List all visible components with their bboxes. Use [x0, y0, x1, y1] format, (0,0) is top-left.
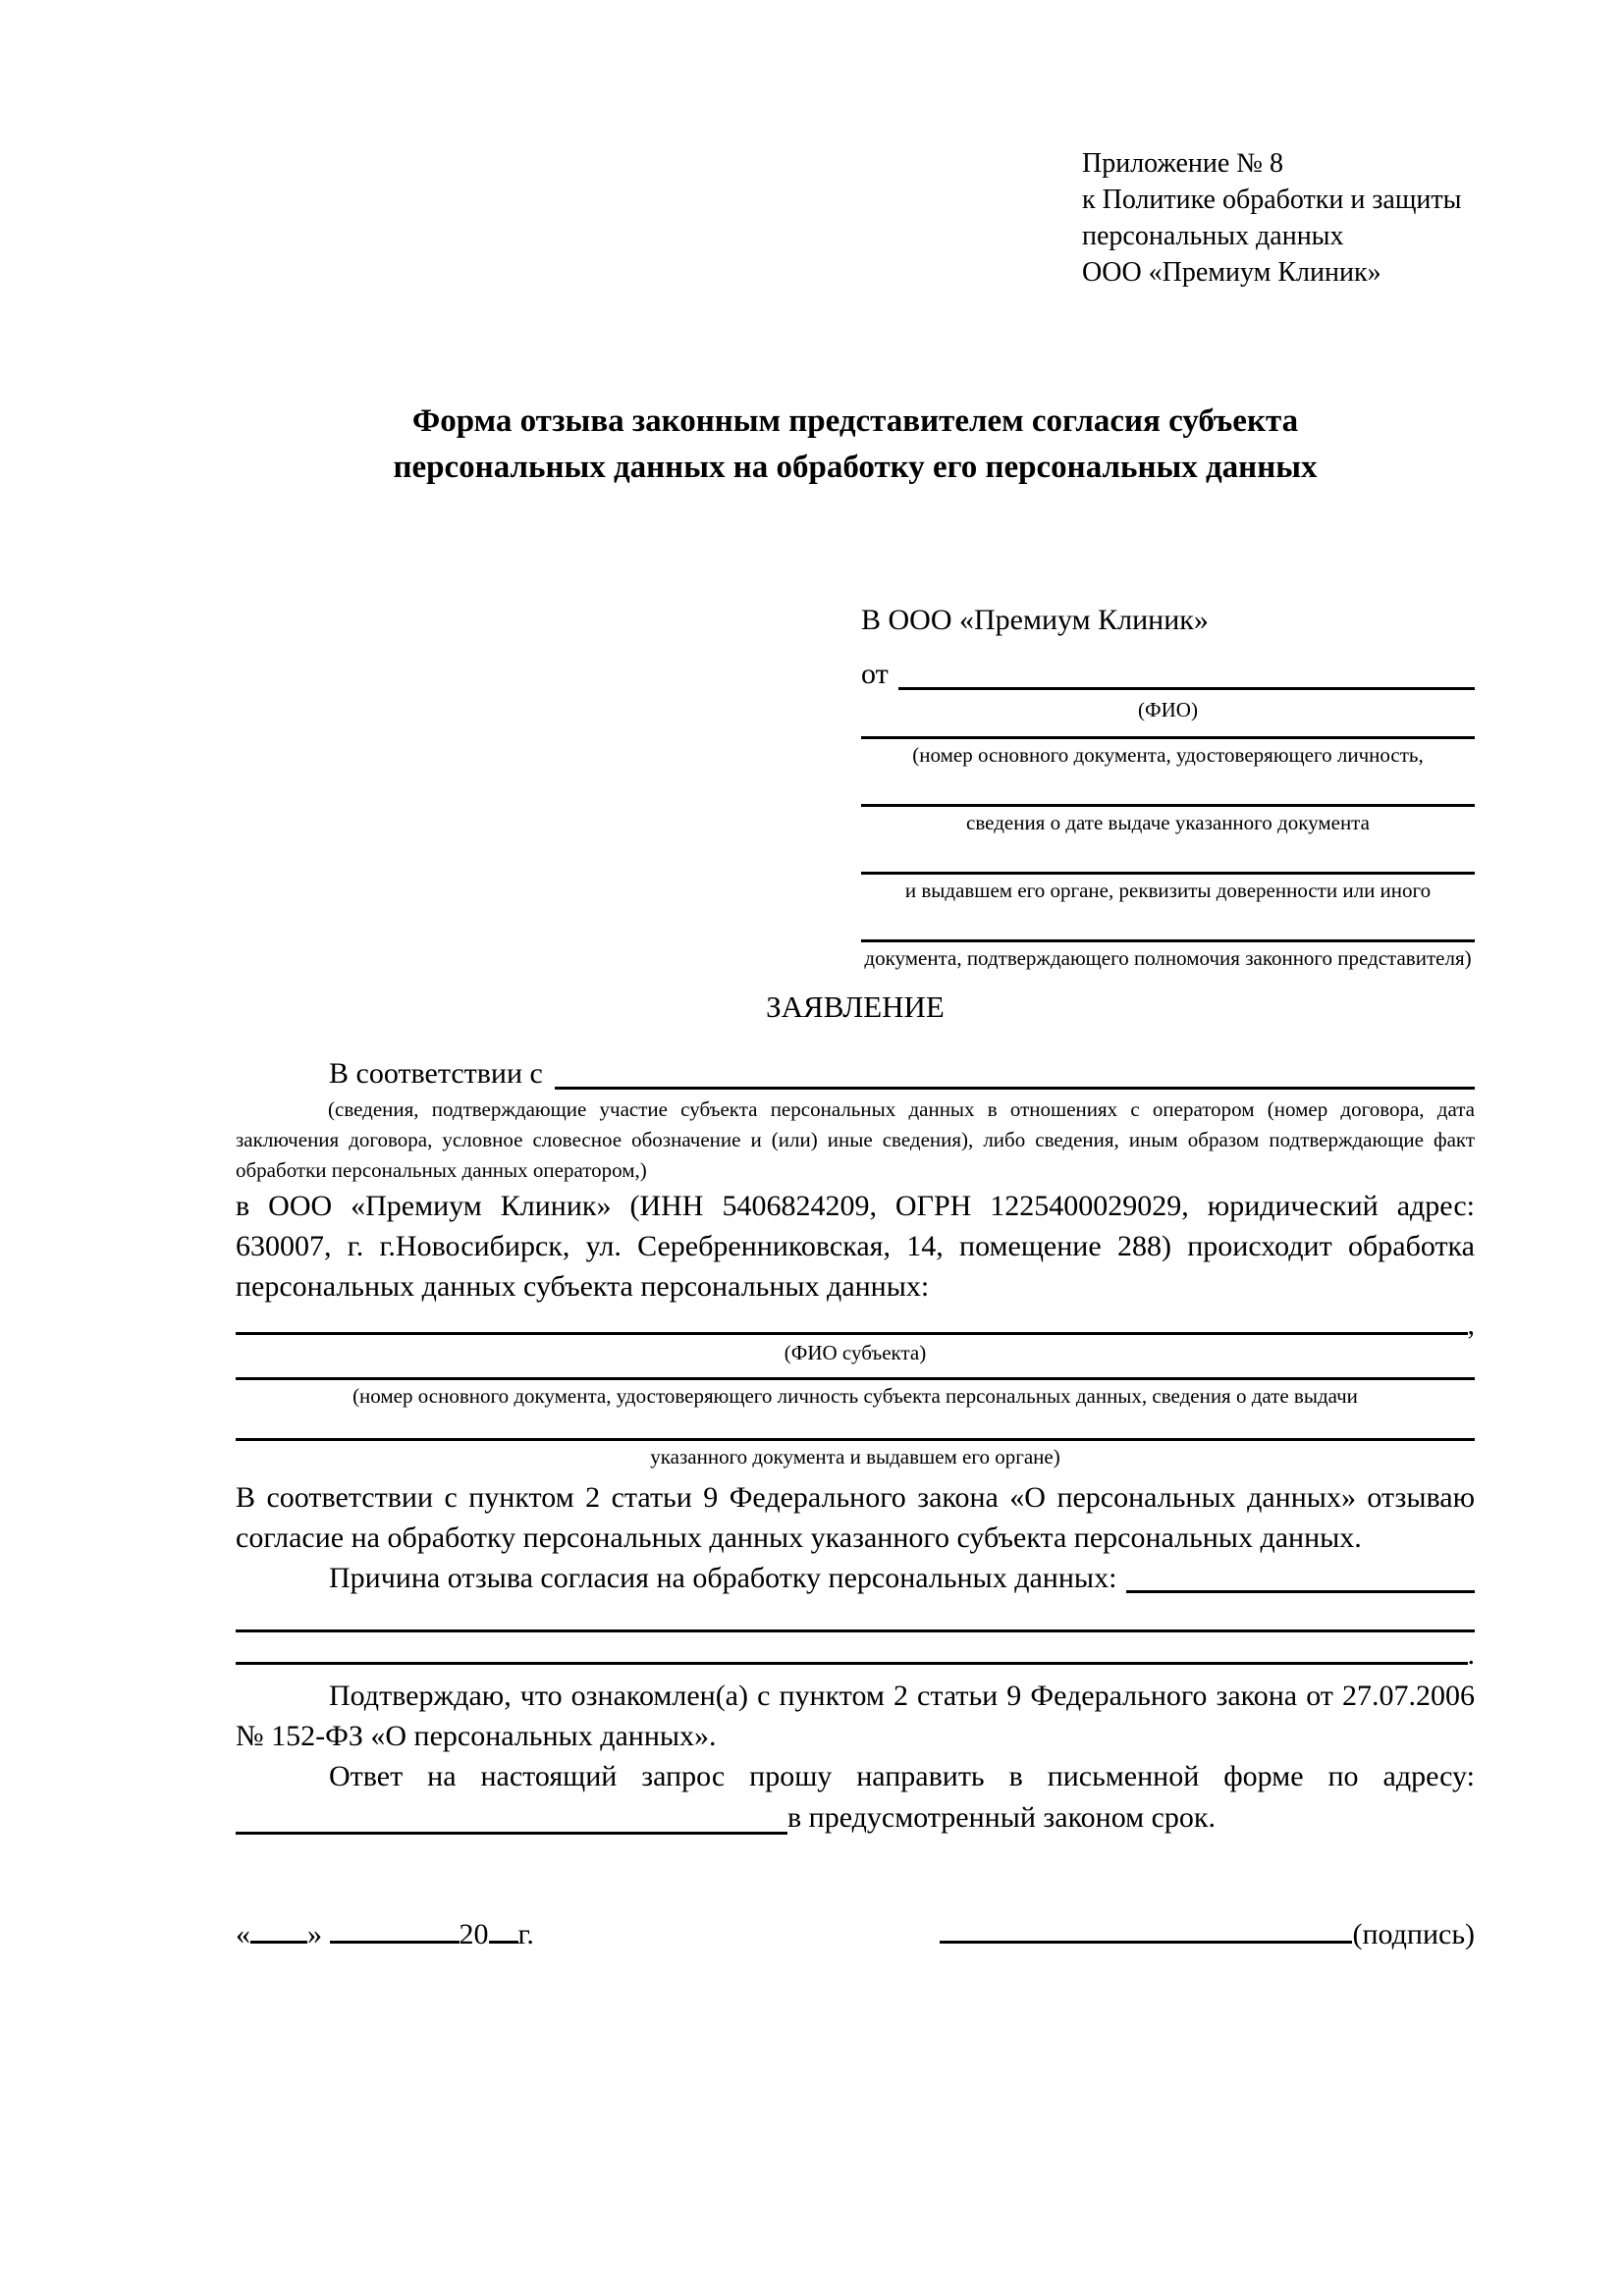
subject-doc-fill-in-line-1	[236, 1377, 1475, 1380]
reply-address-fill-in-line	[236, 1796, 787, 1835]
reply-paragraph: Ответ на настоящий запрос прошу направить в письменной форме по адресу:	[329, 1760, 1475, 1792]
subject-doc-fill-in-line-2	[236, 1438, 1475, 1441]
reply-tail-text: в предусмотренный законом срок.	[787, 1801, 1216, 1834]
date-year-suffix: г.	[517, 1918, 534, 1950]
signature-caption: (подпись)	[1352, 1918, 1475, 1950]
rep-doc-caption-3: и выдавшем его органе, реквизиты доверенности или иного	[904, 879, 1432, 902]
rep-doc-fill-in-line-3	[861, 872, 1475, 875]
rep-doc-row-4	[236, 939, 1475, 971]
rep-doc-fill-in-line-4	[861, 939, 1475, 942]
reason-row-3	[236, 1640, 1475, 1670]
acknowledge-paragraph: Подтверждаю, что ознакомлен(а) с пунктом 2 статьи 9 Федерального закона от 27.07.2006 № 152-ФЗ «О персональных данных».	[236, 1680, 1475, 1752]
reply-address-row	[236, 1796, 1475, 1840]
reason-fill-in-line	[1126, 1558, 1475, 1593]
reason-label: Причина отзыва согласия на обработку персональных данных:	[329, 1562, 1117, 1594]
date-signature-row	[236, 1914, 1475, 1955]
date-day-blank	[250, 1917, 307, 1944]
withdrawal-paragraph: В соответствии с пунктом 2 статьи 9 Федерального закона «О персональных данных» отзываю согласие на обработку персональных данных указанного субъекта персональных данных.	[236, 1481, 1475, 1554]
date-open-quote: «	[236, 1918, 250, 1950]
rep-doc-row-2	[236, 804, 1475, 835]
date-close-quote: »	[307, 1918, 322, 1950]
addressee-block	[861, 601, 1475, 722]
intro-note: (сведения, подтверждающие участие субъекта персональных данных в отношениях с оператором (номер договора, дата заключения договора, условное словесное обозначение и (или) иные сведения), либо сведения, иным образом подтверждающие факт обработки персональных данных оператором,)	[236, 1097, 1475, 1182]
from-label: от	[861, 658, 889, 690]
rep-doc-caption-1: (номер основного документа, удостоверяющего личность,	[912, 743, 1424, 767]
reason-row	[236, 1558, 1475, 1598]
document-title	[236, 399, 1475, 491]
document-title-line-1: Форма отзыва законным представителем согласия субъекта	[411, 403, 1299, 439]
subject-doc-caption-2: указанного документа и выдавшем его органе)	[650, 1445, 1060, 1468]
appendix-line-1: Приложение № 8	[1082, 148, 1283, 179]
date-field	[236, 1914, 534, 1955]
document-title-line-2: персональных данных на обработку его персональных данных	[393, 450, 1318, 485]
reason-fill-in-line-2	[236, 1629, 1475, 1632]
subject-fio-row	[236, 1310, 1475, 1340]
subject-fio-caption: (ФИО субъекта)	[784, 1341, 927, 1364]
rep-doc-fill-in-line-2	[861, 804, 1475, 807]
from-fill-in-line	[898, 654, 1475, 690]
document-content	[236, 0, 1475, 1955]
date-month-blank	[330, 1917, 460, 1944]
from-row	[861, 654, 1475, 695]
signature-field	[940, 1914, 1475, 1955]
appendix-line-3: персональных данных	[1082, 221, 1344, 251]
date-year-blank	[489, 1917, 518, 1944]
rep-doc-row-1	[236, 736, 1475, 768]
appendix-header	[1082, 145, 1475, 291]
addressee-organization: В ООО «Премиум Клиник»	[861, 604, 1209, 636]
intro-label: В соответствии с	[329, 1057, 543, 1090]
appendix-line-4: ООО «Премиум Клиник»	[1082, 257, 1381, 288]
rep-doc-caption-2: сведения о дате выдаче указанного документа	[966, 811, 1370, 834]
subject-doc-caption-1: (номер основного документа, удостоверяющего личность субъекта персональных данных, сведения о дате выдачи	[352, 1384, 1358, 1408]
reason-fill-in-line-3	[236, 1640, 1468, 1665]
date-year-prefix: 20	[459, 1918, 489, 1950]
reason-trailing-period: .	[1467, 1638, 1475, 1671]
intro-fill-in-line	[555, 1053, 1475, 1090]
intro-row	[236, 1053, 1475, 1095]
statement-heading: ЗАЯВЛЕНИЕ	[766, 989, 945, 1024]
appendix-line-2: к Политике обработки и защиты	[1082, 185, 1462, 215]
rep-doc-row-3	[236, 872, 1475, 903]
subject-fio-trailing-comma: ,	[1467, 1308, 1475, 1341]
rep-doc-fill-in-line-1	[861, 736, 1475, 739]
fio-caption: (ФИО)	[1138, 698, 1198, 721]
rep-doc-caption-4: документа, подтверждающего полномочия законного представителя)	[864, 946, 1472, 970]
signature-fill-in-line	[940, 1917, 1352, 1944]
operator-paragraph: в ООО «Премиум Клиник» (ИНН 5406824209, ОГРН 1225400029029, юридический адрес: 630007, г. г.Новосибирск, ул. Серебренниковская, 14, помещение 288) происходит обработка персональных данных субъекта персональных данных:	[236, 1190, 1475, 1303]
subject-fio-fill-in-line	[236, 1310, 1468, 1335]
